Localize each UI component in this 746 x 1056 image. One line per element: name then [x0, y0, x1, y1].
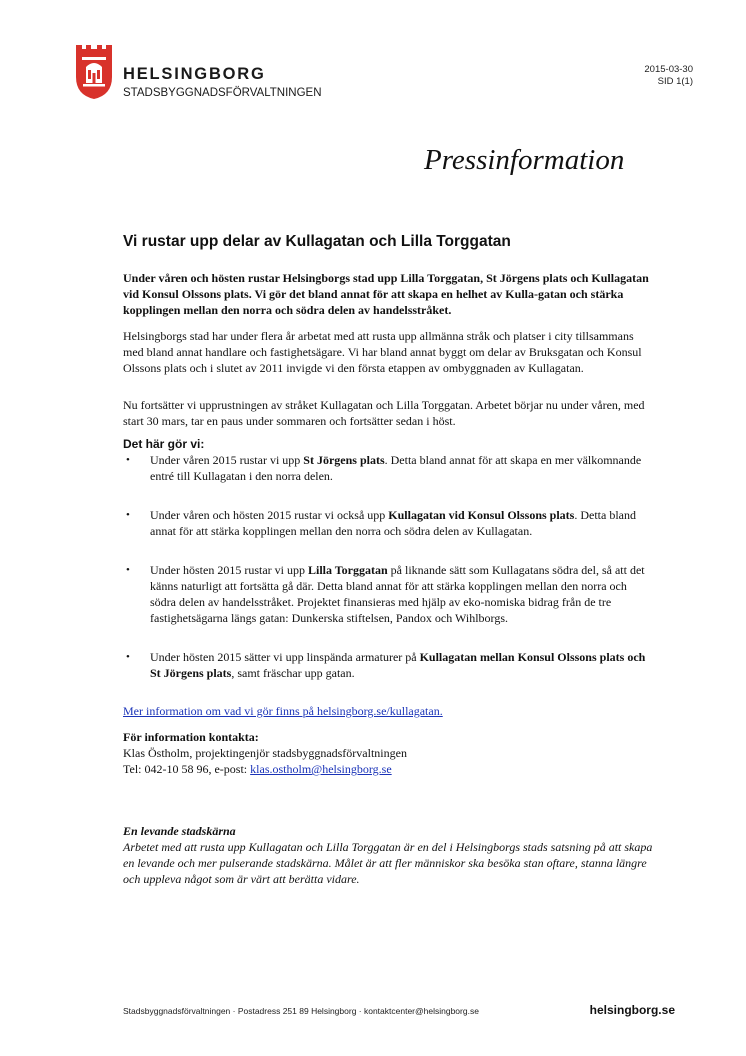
bullet-icon: •	[126, 651, 130, 663]
bullet-icon: •	[126, 509, 130, 521]
article-lead: Under våren och hösten rustar Helsingborgs stad upp Lilla Torggatan, St Jörgens plats och Kullagatan vid Konsul Olssons plats. Vi gör det bland annat för att skapa en helhet av Kulla-gatan och stärka kopplingen mellan den norra och södra delen av handelsstråket.	[123, 271, 649, 317]
list-heading: Det här gör vi:	[123, 437, 205, 451]
article-body	[123, 270, 653, 887]
contact-block	[123, 729, 653, 777]
article-headline: Vi rustar upp delar av Kullagatan och Lilla Torggatan	[123, 233, 511, 250]
list-item: • Under våren 2015 rustar vi upp St Jörgens plats. Detta bland annat för att skapa en mer välkomnande entré till Kullagatan i den norra delen.	[126, 453, 642, 483]
closing-block	[123, 823, 653, 887]
page-number: SID 1(1)	[657, 76, 693, 87]
list-item: • Under våren och hösten 2015 rustar vi också upp Kullagatan vid Konsul Olssons plats. Detta bland annat för att stärka kopplingen mellan den norra och södra delen av Kullagatan.	[126, 508, 637, 538]
helsingborg-crest-icon	[74, 43, 114, 101]
article-paragraph: Nu fortsätter vi upprustningen av stråket Kullagatan och Lilla Torggatan. Arbetet börjar nu under våren, med start 30 mars, tar en paus under sommaren och fortsätter sedan i höst.	[123, 398, 645, 428]
list-item: • Under hösten 2015 rustar vi upp Lilla Torggatan på liknande sätt som Kullagatans södra del, så att det känns naturligt att fortsätta gå där. Detta bland annat för att stärka kopplingen mellan den norra och södra delen av handelsstråket. Projektet finansieras med hjälp av eko-nomiska bidrag från de tre fastighetsägarna längs gatan: Dunkerska stiftelsen, Pandox och Wihlborgs.	[126, 563, 645, 625]
bullet-icon: •	[126, 564, 130, 576]
article-paragraph: Helsingborgs stad har under flera år arbetat med att rusta upp allmänna stråk och platser i city tillsammans med bland annat handlare och fastighetsägare. Vi har bland annat byggt om delar av Bruksgatan och Konsul Olssons plats och i slutet av 2011 invigde vi den första etappen av ombyggnaden av Kullagatan.	[123, 329, 642, 375]
document-date: 2015-03-30	[644, 64, 693, 75]
footer-address: Stadsbyggnadsförvaltningen · Postadress 251 89 Helsingborg · kontaktcenter@helsingborg.se	[123, 1006, 479, 1016]
contact-name: Klas Östholm, projektingenjör stadsbyggnadsförvaltningen	[123, 746, 407, 760]
org-department: STADSBYGGNADSFÖRVALTNINGEN	[123, 87, 322, 99]
document-type-title: Pressinformation	[424, 144, 625, 176]
list-item: • Under hösten 2015 sätter vi upp linspända armaturer på Kullagatan mellan Konsul Olssons plats och St Jörgens plats, samt fräschar upp gatan.	[126, 650, 646, 680]
footer-website[interactable]: helsingborg.se	[589, 1003, 675, 1017]
bullet-icon: •	[126, 454, 130, 466]
more-info-link[interactable]: Mer information om vad vi gör finns på helsingborg.se/kullagatan.	[123, 704, 443, 718]
closing-text: Arbetet med att rusta upp Kullagatan och Lilla Torggatan är en del i Helsingborgs stads satsning på att skapa en levande och mer pulserande stadskärna. Målet är att fler människor ska besöka stan oftare, stanna längre och uppleva något som är värt att berätta vidare.	[123, 840, 653, 886]
action-list	[123, 452, 653, 681]
contact-title: För information kontakta:	[123, 730, 259, 744]
contact-phone: Tel: 042-10 58 96, e-post:	[123, 762, 251, 776]
contact-email-link[interactable]: klas.ostholm@helsingborg.se	[250, 762, 392, 776]
closing-title: En levande stadskärna	[123, 824, 236, 838]
org-name: HELSINGBORG	[123, 65, 266, 83]
